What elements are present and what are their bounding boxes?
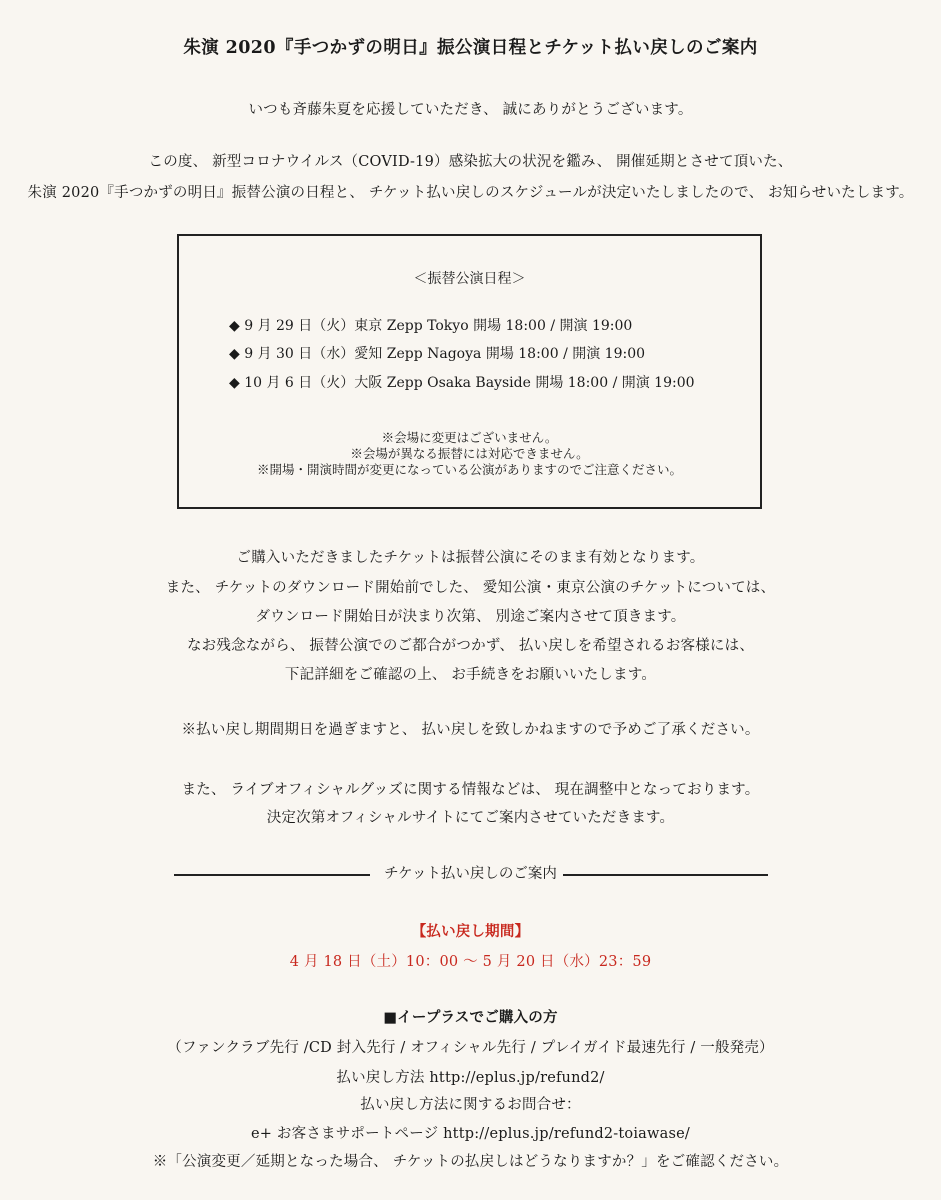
schedule-item-osaka: ◆ 10 月 6 日（火）大阪 Zepp Osaka Bayside 開場 18:00 / 開演 19:00	[229, 375, 695, 391]
page-title: 朱演 2020『手つかずの明日』振公演日程とチケット払い戻しのご案内	[183, 38, 758, 58]
body-line-4: なお残念ながら、 振替公演でのご都合がつかず、 払い戻しを希望されるお客様には、	[186, 638, 755, 654]
schedule-note-venue: ※会場に変更はございません。	[381, 430, 558, 445]
deadline-note: ※払い戻し期間期日を過ぎますと、 払い戻しを致しかねますので予めご了承ください。	[181, 722, 760, 738]
faq-note: ※「公演変更／延期となった場合、 チケットの払戻しはどうなりますか？」をご確認ください。	[152, 1154, 789, 1170]
schedule-note-transfer: ※会場が異なる振替には対応できません。	[350, 446, 589, 461]
intro-line-2: 朱演 2020『手つかずの明日』振替公演の日程と、 チケット払い戻しのスケジュールが決定いたしましたので、 お知らせいたします。	[27, 185, 914, 201]
greeting-text: いつも斉藤朱夏を応援していただき、 誠にありがとうございます。	[248, 102, 693, 118]
goods-line-1: また、 ライブオフィシャルグッズに関する情報などは、 現在調整中となっております。	[181, 782, 760, 798]
eplus-ticket-types: （ファンクラブ先行 /CD 封入先行 / オフィシャル先行 / プレイガイド最速先行 / 一般発売）	[167, 1040, 774, 1056]
schedule-heading: ＜振替公演日程＞	[413, 271, 526, 287]
goods-line-2: 決定次第オフィシャルサイトにてご案内させていただきます。	[266, 810, 675, 826]
body-line-3: ダウンロード開始日が決まり次第、 別途ご案内させて頂きます。	[255, 609, 686, 625]
eplus-heading: ■イープラスでご購入の方	[383, 1009, 558, 1026]
schedule-note-time: ※開場・開演時間が変更になっている公演がありますのでご注意ください。	[256, 462, 682, 477]
refund-period: 4 月 18 日（土）10：00 ～ 5 月 20 日（水）23：59	[289, 954, 652, 970]
refund-period-label: 【払い戻し期間】	[411, 923, 530, 940]
intro-line-1: この度、 新型コロナウイルス（COVID-19）感染拡大の状況を鑑み、 開催延期とさせて頂いた、	[148, 154, 793, 170]
schedule-item-tokyo: ◆ 9 月 29 日（火）東京 Zepp Tokyo 開場 18:00 / 開演 19:00	[229, 318, 633, 334]
body-line-1: ご購入いただきましたチケットは振替公演にそのまま有効となります。	[236, 550, 705, 566]
inquiry-label: 払い戻し方法に関するお問合せ：	[360, 1097, 581, 1113]
body-line-2: また、 チケットのダウンロード開始前でした、 愛知公演・東京公演のチケットについては、	[165, 580, 776, 596]
refund-divider	[0, 864, 941, 884]
divider-label: チケット払い戻しのご案内	[378, 866, 563, 882]
schedule-box	[177, 234, 762, 509]
schedule-item-nagoya: ◆ 9 月 30 日（水）愛知 Zepp Nagoya 開場 18:00 / 開演 19:00	[229, 346, 646, 362]
refund-method: 払い戻し方法 http://eplus.jp/refund2/	[336, 1070, 605, 1086]
support-page: e+ お客さまサポートページ http://eplus.jp/refund2-toiawase/	[250, 1126, 690, 1142]
body-line-5: 下記詳細をご確認の上、 お手続きをお願いいたします。	[284, 667, 657, 683]
